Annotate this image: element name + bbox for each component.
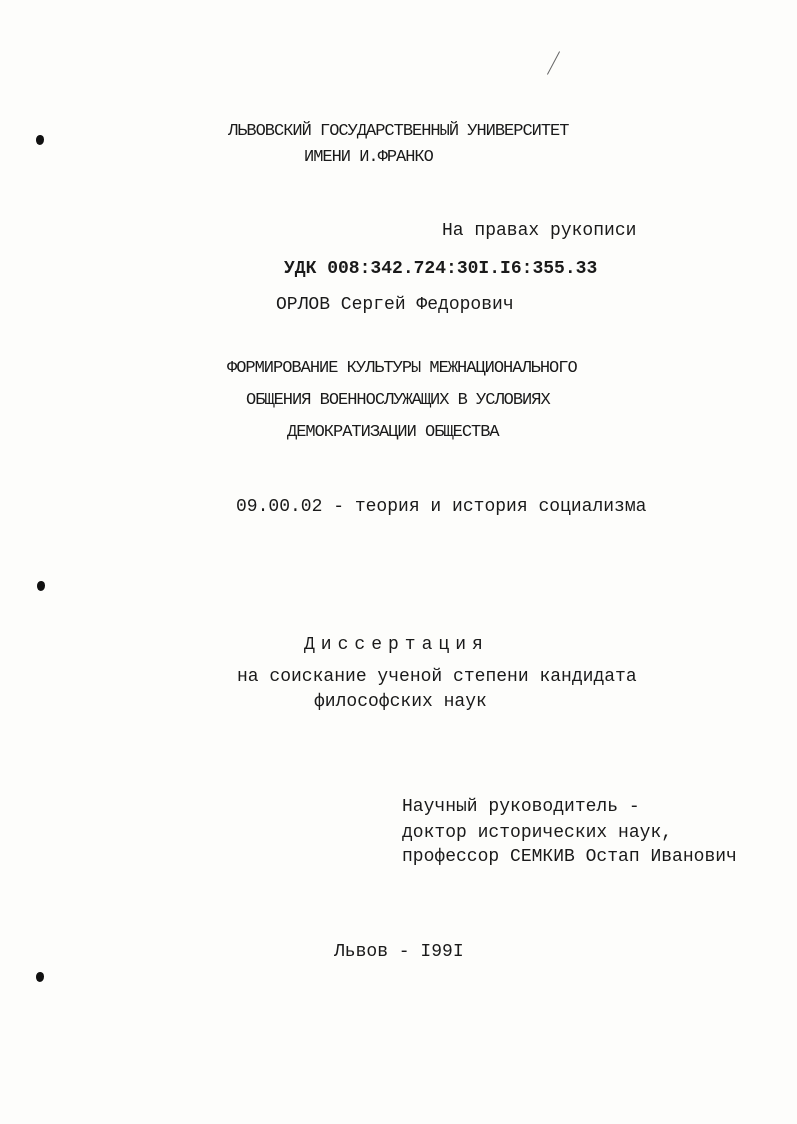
punch-hole-bottom — [36, 972, 44, 982]
supervisor-line3: профессор СЕМКИВ Остап Иванович — [402, 847, 737, 867]
udc-code: УДК 008:342.724:30I.I6:355.33 — [284, 259, 598, 279]
degree-line1: на соискание ученой степени кандидата — [237, 667, 637, 687]
specialty-code: 09.00.02 - теория и история социализма — [236, 497, 647, 517]
supervisor-line1: Научный руководитель - — [402, 797, 640, 817]
manuscript-note: На правах рукописи — [442, 221, 637, 241]
university-name-line2: ИМЕНИ И.ФРАНКО — [304, 148, 433, 167]
university-name-line1: ЛЬВОВСКИЙ ГОСУДАРСТВЕННЫЙ УНИВЕРСИТЕТ — [228, 122, 569, 141]
title-line1: ФОРМИРОВАНИЕ КУЛЬТУРЫ МЕЖНАЦИОНАЛЬНОГО — [227, 359, 577, 378]
title-line3: ДЕМОКРАТИЗАЦИИ ОБЩЕСТВА — [287, 423, 499, 442]
title-line2: ОБЩЕНИЯ ВОЕННОСЛУЖАЩИХ В УСЛОВИЯХ — [246, 391, 550, 410]
punch-hole-middle — [37, 581, 45, 591]
supervisor-line2: доктор исторических наук, — [402, 823, 673, 843]
pen-mark — [547, 51, 560, 74]
punch-hole-top — [36, 135, 44, 145]
place-and-year: Львов - I99I — [334, 942, 464, 962]
degree-line2: философских наук — [314, 692, 487, 712]
author-name: ОРЛОВ Сергей Федорович — [276, 295, 514, 315]
work-type-label: Диссертация — [304, 635, 489, 655]
